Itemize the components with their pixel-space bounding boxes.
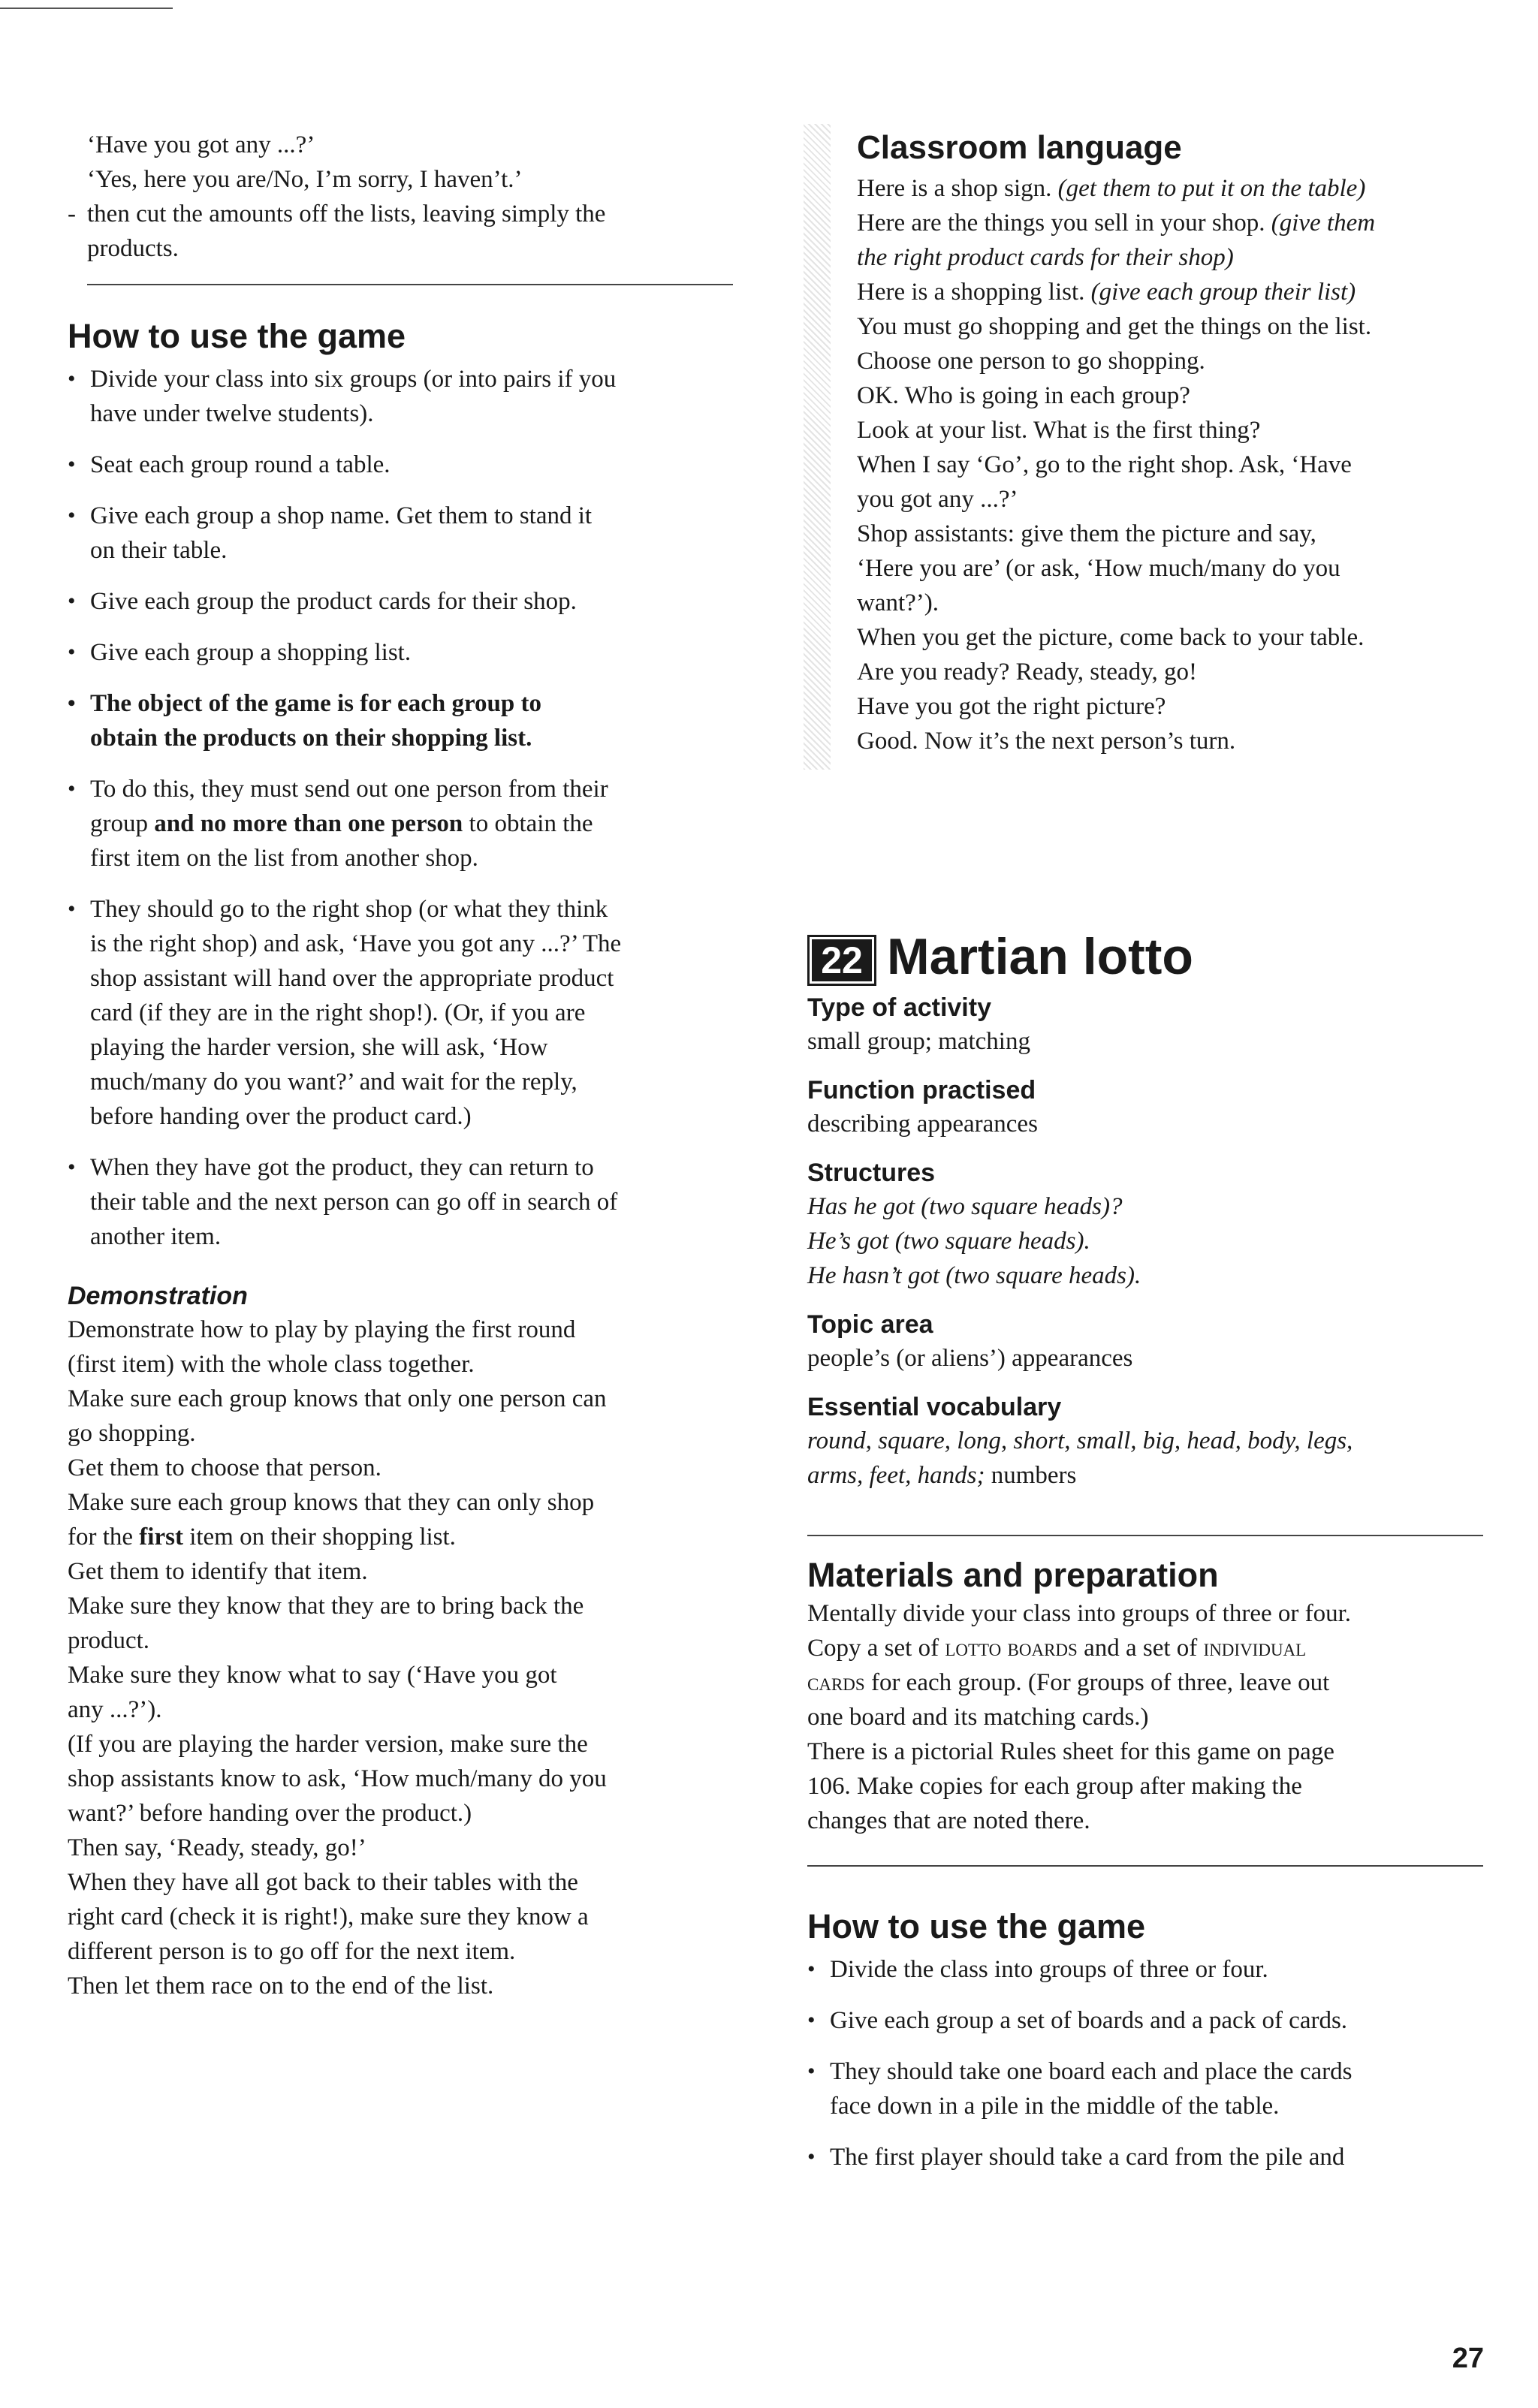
emphasis-text: first [139, 1523, 183, 1551]
text-line: Make sure each group knows that only one person can [68, 1385, 607, 1412]
text-line: Then say, ‘Ready, steady, go!’ [68, 1834, 366, 1861]
text-line: Mentally divide your class into groups of three or four. [807, 1600, 1352, 1627]
list-item [68, 892, 736, 1134]
materials-heading: Materials and preparation [807, 1556, 1219, 1594]
text-line: ‘Here you are’ (or ask, ‘How much/many do you [857, 555, 1340, 582]
function-practised-text: describing appearances [807, 1111, 1038, 1138]
structure-line: Has he got (two square heads)? [807, 1193, 1123, 1220]
text-line: you got any ...?’ [857, 486, 1018, 513]
text-line: Choose one person to go shopping. [857, 348, 1205, 375]
list-item-line: before handing over the product card.) [90, 1103, 472, 1130]
text-line: Shop assistants: give them the picture and say, [857, 520, 1316, 547]
topic-area-text: people’s (or aliens’) appearances [807, 1345, 1133, 1372]
top-edge-rule [0, 8, 173, 9]
how-to-use-list-2 [807, 1952, 1483, 2174]
list-item-line [90, 806, 736, 841]
list-item-line: first item on the list from another shop. [90, 845, 478, 872]
list-item-line: • The first player should take a card from the pile and [830, 2144, 1345, 2171]
vocabulary-line: round, square, long, short, small, big, head, body, legs, [807, 1427, 1353, 1454]
classroom-language-heading: Classroom language [857, 129, 1182, 166]
structure-line: He’s got (two square heads). [807, 1228, 1090, 1255]
text-line: one board and its matching cards.) [807, 1704, 1149, 1731]
type-of-activity-text: small group; matching [807, 1028, 1030, 1055]
text-line: When you get the picture, come back to your table. [857, 624, 1365, 651]
text-line: shop assistants know to ask, ‘How much/many do you [68, 1765, 607, 1792]
game-title [807, 925, 1483, 988]
text-line: different person is to go off for the next item. [68, 1938, 516, 1965]
text-line: Here are the things you sell in your shop. (give them [857, 209, 1376, 237]
list-item-line: • Divide the class into groups of three or four. [830, 1956, 1268, 1983]
how-to-use-list [68, 362, 736, 1254]
text-line: Demonstrate how to play by playing the first round [68, 1316, 576, 1343]
page-number: 27 [1452, 2343, 1484, 2374]
text-line: the right product cards for their shop) [857, 244, 1234, 271]
text-line: Have you got the right picture? [857, 693, 1166, 720]
list-item [68, 362, 736, 431]
list-item [68, 772, 736, 875]
vocabulary-line: arms, feet, hands; numbers [807, 1462, 1077, 1489]
how-to-use-heading: How to use the game [68, 317, 406, 355]
text-line: right card (check it is right!), make sure they know a [68, 1903, 589, 1930]
text-line: any ...?’). [68, 1696, 162, 1723]
text-run: to obtain the [463, 810, 593, 837]
text-line: changes that are noted there. [807, 1807, 1090, 1834]
activity-details [807, 991, 1483, 1493]
text-run: group [90, 810, 155, 837]
game-title-text: Martian lotto [887, 928, 1193, 985]
text-line: Here is a shop sign. (get them to put it on the table) [857, 175, 1366, 202]
list-item-line: • Give each group a shopping list. [90, 639, 412, 666]
text-line: OK. Who is going in each group? [857, 382, 1190, 409]
list-item-line: • Give each group the product cards for their shop. [90, 588, 577, 615]
list-item-line: • The object of the game is for each group to [90, 690, 541, 717]
intro-line: ‘Yes, here you are/No, I’m sorry, I haven’t.’ [87, 166, 523, 193]
materials-text [807, 1596, 1483, 1838]
classroom-language-lines [857, 171, 1483, 758]
text-line: When I say ‘Go’, go to the right shop. Ask, ‘Have [857, 451, 1352, 478]
text-line: Make sure they know that they are to bring back the [68, 1593, 584, 1620]
text-line: Make sure each group knows that they can only shop [68, 1489, 595, 1516]
text-line: Are you ready? Ready, steady, go! [857, 659, 1197, 686]
essential-vocabulary-heading: Essential vocabulary [807, 1393, 1062, 1421]
text-line: Good. Now it’s the next person’s turn. [857, 728, 1236, 755]
text-line: want?’). [857, 589, 939, 616]
intro-dash-item [68, 197, 736, 266]
text-line: Copy a set of lotto boards and a set of individual [807, 1635, 1307, 1662]
text-line: Then let them race on to the end of the list. [68, 1973, 494, 2000]
text-line: product. [68, 1627, 150, 1654]
text-run: item on their shopping list. [182, 1523, 456, 1551]
list-item [807, 1952, 1483, 1987]
list-item-line: • Seat each group round a table. [90, 451, 391, 478]
intro-dash-line: then cut the amounts off the lists, leaving simply the [87, 200, 606, 228]
list-item [68, 635, 736, 670]
text-line: When they have all got back to their tables with the [68, 1869, 578, 1896]
list-item-line: • To do this, they must send out one person from their [90, 776, 608, 803]
list-item-line: face down in a pile in the middle of the table. [830, 2093, 1280, 2120]
list-item [68, 499, 736, 568]
text-line: go shopping. [68, 1420, 196, 1447]
list-item-line: on their table. [90, 537, 228, 564]
intro-block [68, 128, 736, 197]
list-item-line: card (if they are in the right shop!). (Or, if you are [90, 999, 586, 1026]
text-line: You must go shopping and get the things on the list. [857, 313, 1372, 340]
text-line [68, 1520, 736, 1554]
game-title-block [807, 925, 1483, 988]
classroom-language-section [807, 128, 1483, 758]
text-line: Make sure they know what to say (‘Have you got [68, 1662, 557, 1689]
list-item-line: • Divide your class into six groups (or into pairs if you [90, 366, 617, 393]
function-practised-heading: Function practised [807, 1076, 1036, 1105]
how-to-use-heading-2: How to use the game [807, 1907, 1146, 1945]
list-item-line: have under twelve students). [90, 400, 374, 427]
text-line: Look at your list. What is the first thing? [857, 417, 1261, 444]
list-item-line: obtain the products on their shopping list. [90, 725, 532, 752]
section-divider [807, 1535, 1483, 1536]
list-item-line: • They should go to the right shop (or what they think [90, 896, 608, 923]
section-divider [807, 1865, 1483, 1867]
list-item-line: their table and the next person can go off in search of [90, 1189, 618, 1216]
left-column [68, 128, 736, 2003]
list-item-line: playing the harder version, she will ask, ‘How [90, 1034, 548, 1061]
list-item-line: • Give each group a shop name. Get them to stand it [90, 502, 593, 529]
game-number-badge: 22 [807, 935, 876, 986]
list-item [807, 2054, 1483, 2123]
demonstration-text [68, 1312, 736, 2003]
section-divider [87, 284, 733, 285]
intro-line: ‘Have you got any ...?’ [87, 131, 315, 158]
structures-heading: Structures [807, 1159, 936, 1187]
text-line: (If you are playing the harder version, make sure the [68, 1731, 588, 1758]
list-item [68, 584, 736, 619]
list-item-line: • They should take one board each and place the cards [830, 2058, 1353, 2085]
list-item-line: shop assistant will hand over the appropriate product [90, 965, 614, 992]
list-item-line: is the right shop) and ask, ‘Have you got any ...?’ The [90, 930, 622, 957]
intro-dash-line: products. [87, 235, 179, 262]
text-line: want?’ before handing over the product.) [68, 1800, 472, 1827]
list-item [68, 1150, 736, 1254]
topic-area-heading: Topic area [807, 1310, 933, 1339]
text-line: cards for each group. (For groups of three, leave out [807, 1669, 1330, 1696]
dash-marker: - [68, 200, 76, 228]
emphasis-text: and no more than one person [154, 810, 463, 837]
text-line: There is a pictorial Rules sheet for this game on page [807, 1738, 1334, 1765]
text-line: Here is a shopping list. (give each group their list) [857, 279, 1356, 306]
list-item-line: • Give each group a set of boards and a pack of cards. [830, 2007, 1348, 2034]
text-line: (first item) with the whole class together. [68, 1351, 475, 1378]
text-run: for the [68, 1523, 140, 1551]
right-column [807, 128, 1483, 2174]
text-line: 106. Make copies for each group after making the [807, 1773, 1302, 1800]
list-item-line: much/many do you want?’ and wait for the reply, [90, 1068, 578, 1096]
demonstration-heading: Demonstration [68, 1282, 248, 1310]
list-item [807, 2003, 1483, 2038]
list-item-line: another item. [90, 1223, 222, 1250]
list-item [68, 448, 736, 482]
list-item-objective [68, 686, 736, 755]
structure-line: He hasn’t got (two square heads). [807, 1262, 1141, 1289]
text-line: Get them to choose that person. [68, 1454, 381, 1481]
list-item [807, 2140, 1483, 2174]
text-line: Get them to identify that item. [68, 1558, 368, 1585]
list-item-line: • When they have got the product, they can return to [90, 1154, 594, 1181]
type-of-activity-heading: Type of activity [807, 993, 991, 1022]
